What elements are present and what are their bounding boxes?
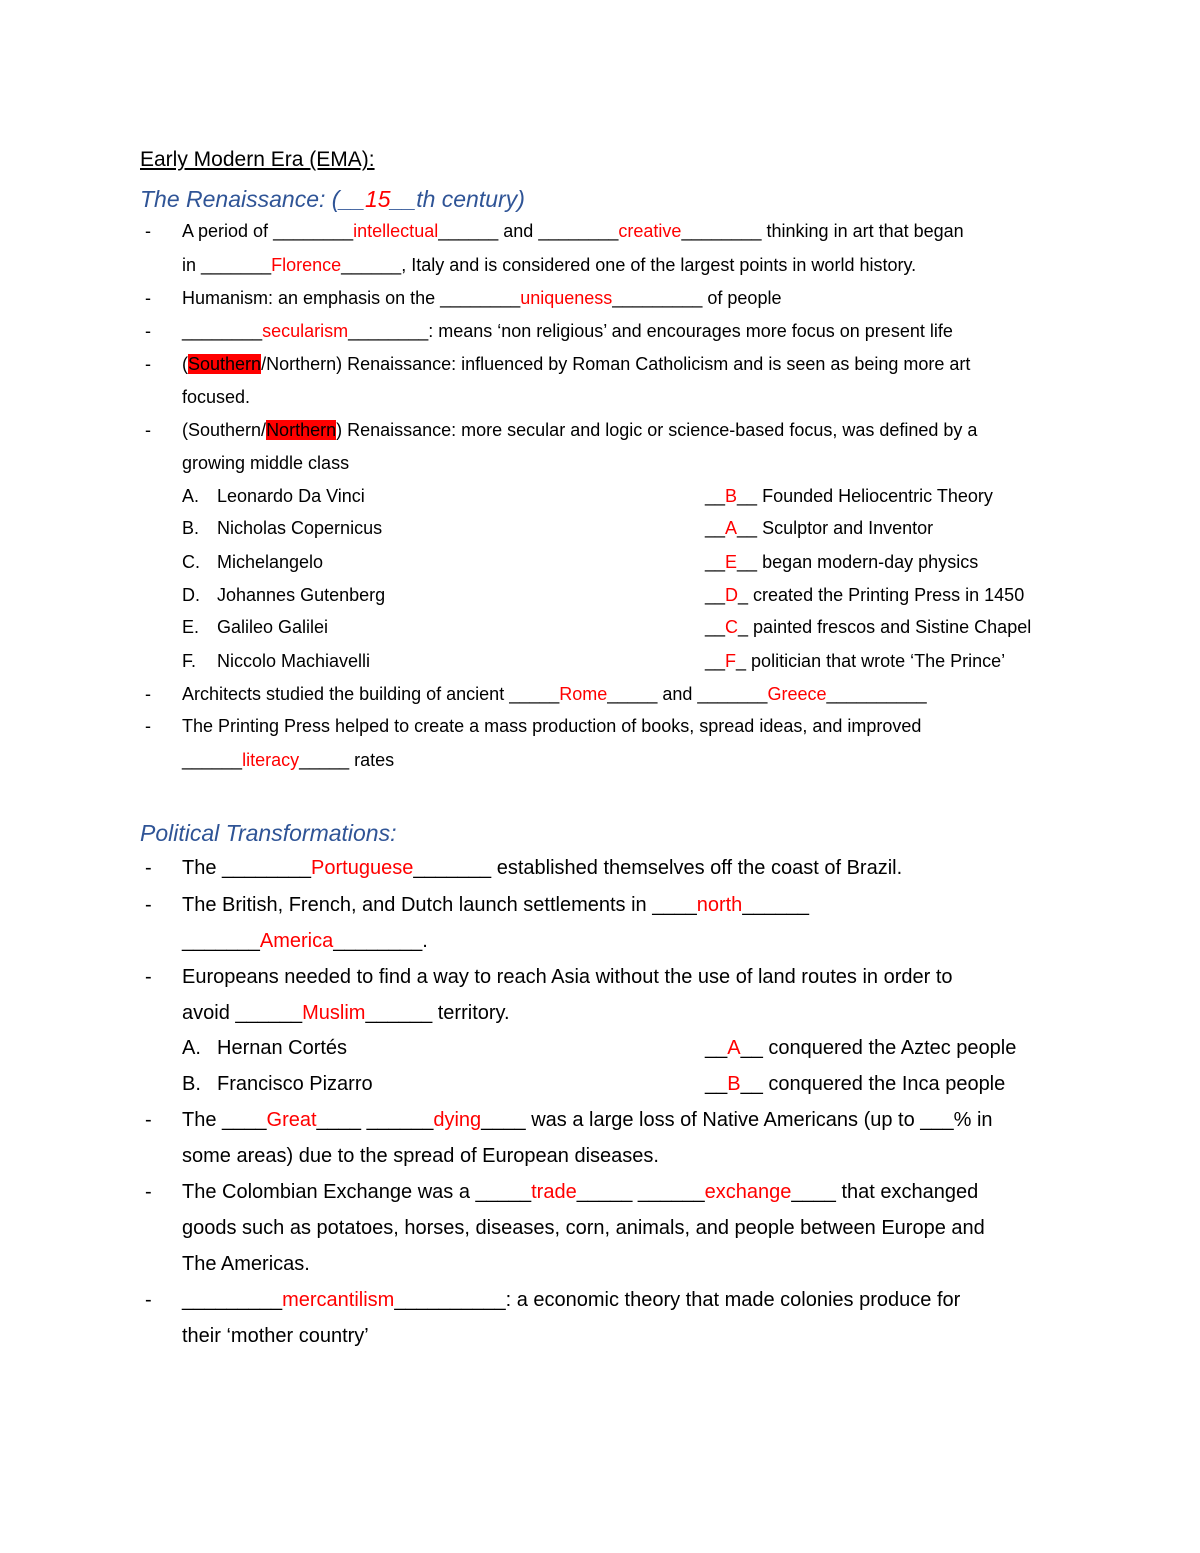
blank: __ <box>705 651 726 671</box>
answer-letter: B <box>727 1073 741 1095</box>
text: some areas) due to the spread of European diseases. <box>182 1145 659 1167</box>
text: ____ ______ <box>316 1109 434 1131</box>
text: ________. <box>333 930 428 952</box>
description: __ conquered the Aztec people <box>740 1037 1017 1059</box>
description: _ politician that wrote ‘The Prince’ <box>736 651 1006 671</box>
description: _ created the Printing Press in 1450 <box>738 585 1025 605</box>
person-name: Johannes Gutenberg <box>217 585 386 605</box>
description: __ began modern-day physics <box>737 552 979 572</box>
heading-text: __th century) <box>390 186 525 212</box>
answer-letter: B <box>725 486 738 506</box>
text: ____ was a large loss of Native Americans (up to ___% in <box>481 1109 993 1131</box>
bullet-dash: - <box>145 1289 152 1311</box>
blank: __ <box>705 1037 728 1059</box>
answer-muslim: Muslim <box>302 1002 366 1024</box>
item-letter: A. <box>182 486 200 506</box>
text: ________ <box>182 321 263 341</box>
text: The ________ <box>182 857 312 879</box>
text: focused. <box>182 387 251 407</box>
bullet-dash: - <box>145 354 151 374</box>
bullet-dash: - <box>145 894 152 916</box>
text: Europeans needed to find a way to reach Asia without the use of land routes in order to <box>182 966 953 988</box>
text: A period of ________ <box>182 221 354 241</box>
answer-mercantilism: mercantilism <box>282 1289 395 1311</box>
page-title: Early Modern Era (EMA): <box>140 148 375 171</box>
text: ________ thinking in art that began <box>681 221 964 241</box>
answer-uniqueness: uniqueness <box>520 288 613 308</box>
text: The ____ <box>182 1109 267 1131</box>
answer-florence: Florence <box>271 255 342 275</box>
bullet-dash: - <box>145 966 152 988</box>
text: ______ and ________ <box>438 221 619 241</box>
text: The Americas. <box>182 1253 310 1275</box>
answer-secularism: secularism <box>262 321 349 341</box>
text: _______ <box>182 930 260 952</box>
item-letter: B. <box>182 518 200 538</box>
text: ______, Italy and is considered one of the largest points in world history. <box>341 255 917 275</box>
bullet-dash: - <box>145 321 151 341</box>
text: _________ of people <box>612 288 782 308</box>
answer-dying: dying <box>433 1109 482 1131</box>
person-name: Francisco Pizarro <box>217 1073 373 1095</box>
bullet-dash: - <box>145 420 151 440</box>
bullet-dash: - <box>145 1109 152 1131</box>
description: __ conquered the Inca people <box>740 1073 1006 1095</box>
description: __ Founded Heliocentric Theory <box>737 486 993 506</box>
blank: __ <box>705 552 726 572</box>
text: _____ and _______ <box>607 684 768 704</box>
bullet-dash: - <box>145 857 152 879</box>
item-letter: E. <box>182 617 200 637</box>
person-name: Hernan Cortés <box>217 1037 348 1059</box>
text: __________: a economic theory that made colonies produce for <box>394 1289 961 1311</box>
bullet-dash: - <box>145 684 151 704</box>
item-letter: B. <box>182 1073 201 1095</box>
answer-letter: A <box>727 1037 741 1059</box>
text: ____ that exchanged <box>791 1181 979 1203</box>
text: _______ established themselves off the coast of Brazil. <box>413 857 903 879</box>
text: ________: means ‘non religious’ and encourages more focus on present life <box>348 321 953 341</box>
answer-north: north <box>696 894 743 916</box>
person-name: Michelangelo <box>217 552 324 572</box>
text: in _______ <box>182 255 272 275</box>
bullet-dash: - <box>145 221 151 241</box>
text: _____ ______ <box>576 1181 705 1203</box>
text: goods such as potatoes, horses, diseases, corn, animals, and people between Europe and <box>182 1217 985 1239</box>
text: ( <box>182 354 188 374</box>
text: _____ rates <box>299 750 395 770</box>
answer-literacy: literacy <box>242 750 300 770</box>
bullet-dash: - <box>145 288 151 308</box>
text: growing middle class <box>182 453 350 473</box>
highlight-southern: Southern <box>188 354 262 374</box>
bullet-dash: - <box>145 716 151 736</box>
blank: __ <box>705 1073 728 1095</box>
text: The Colombian Exchange was a _____ <box>182 1181 532 1203</box>
answer-greece: Greece <box>767 684 827 704</box>
answer-letter: E <box>725 552 738 572</box>
answer-exchange: exchange <box>704 1181 792 1203</box>
text: ) Renaissance: more secular and logic or science-based focus, was defined by a <box>336 420 978 440</box>
blank: __ <box>705 486 726 506</box>
item-letter: D. <box>182 585 200 605</box>
text: __________ <box>826 684 927 704</box>
text: their ‘mother country’ <box>182 1325 369 1347</box>
answer-century: 15 <box>365 186 391 212</box>
blank: __ <box>705 617 726 637</box>
person-name: Nicholas Copernicus <box>217 518 383 538</box>
person-name: Niccolo Machiavelli <box>217 651 371 671</box>
text: The Printing Press helped to create a mass production of books, spread ideas, and improved <box>182 716 922 736</box>
text: ______ territory. <box>365 1002 510 1024</box>
text: Architects studied the building of ancient _____ <box>182 684 560 704</box>
text: The British, French, and Dutch launch settlements in ____ <box>182 894 697 916</box>
item-letter: A. <box>182 1037 201 1059</box>
answer-letter: D <box>725 585 739 605</box>
text: ______ <box>742 894 810 916</box>
political-heading: Political Transformations: <box>140 820 397 846</box>
item-letter: F. <box>182 651 197 671</box>
answer-letter: C <box>725 617 739 637</box>
description: _ painted frescos and Sistine Chapel <box>738 617 1032 637</box>
description: __ Sculptor and Inventor <box>737 518 934 538</box>
answer-trade: trade <box>531 1181 577 1203</box>
person-name: Galileo Galilei <box>217 617 329 637</box>
answer-intellectual: intellectual <box>353 221 439 241</box>
answer-rome: Rome <box>559 684 608 704</box>
text: avoid ______ <box>182 1002 303 1024</box>
highlight-northern: Northern <box>266 420 337 440</box>
text: ______ <box>182 750 243 770</box>
bullet-dash: - <box>145 1181 152 1203</box>
text: Humanism: an emphasis on the ________ <box>182 288 521 308</box>
item-letter: C. <box>182 552 200 572</box>
heading-text: The Renaissance: (__ <box>140 186 366 212</box>
answer-america: America <box>259 930 334 952</box>
text: /Northern) Renaissance: influenced by Roman Catholicism and is seen as being more art <box>261 354 971 374</box>
blank: __ <box>705 585 726 605</box>
person-name: Leonardo Da Vinci <box>217 486 365 506</box>
answer-letter: F <box>725 651 737 671</box>
renaissance-heading <box>140 186 525 213</box>
blank: __ <box>705 518 726 538</box>
answer-great: Great <box>266 1109 317 1131</box>
answer-portuguese: Portuguese <box>311 857 414 879</box>
answer-letter: A <box>725 518 738 538</box>
text: (Southern/ <box>182 420 267 440</box>
answer-creative: creative <box>618 221 682 241</box>
text: _________ <box>182 1289 283 1311</box>
